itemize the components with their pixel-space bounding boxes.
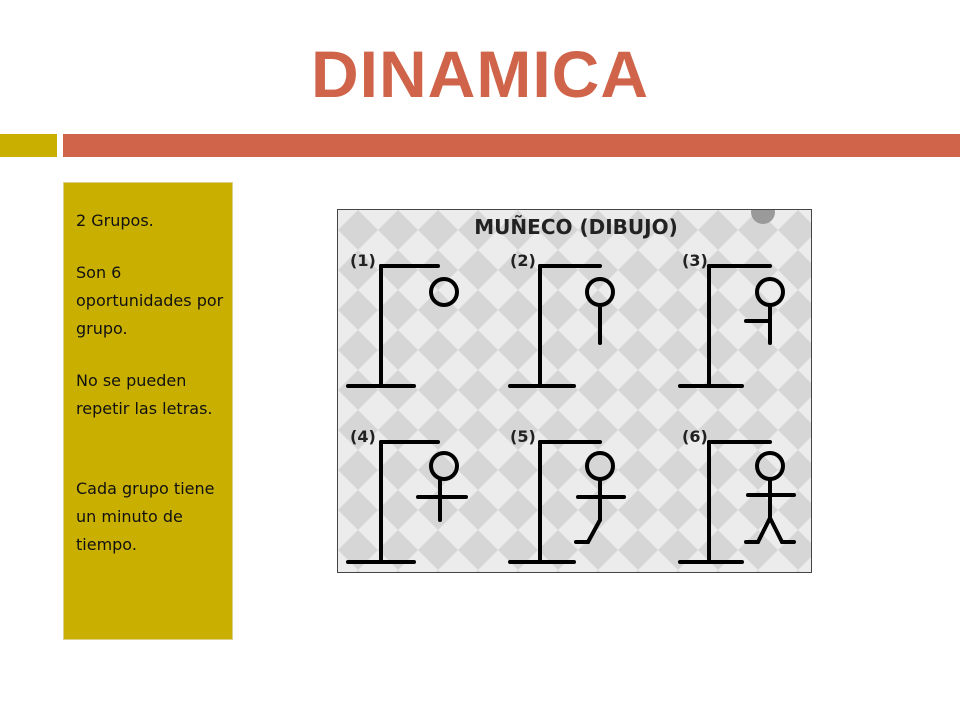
instructions-box bbox=[63, 182, 233, 640]
slide-title: DINAMICA bbox=[311, 37, 649, 111]
instruction-item: 2 Grupos. bbox=[76, 211, 154, 230]
stage-label: (1) bbox=[350, 251, 376, 270]
stage-label: (3) bbox=[682, 251, 708, 270]
image-title: MUÑECO (DIBUJO) bbox=[474, 215, 678, 239]
instruction-item: Son 6 oportunidades por grupo. bbox=[76, 263, 224, 338]
stage-label: (4) bbox=[350, 427, 376, 446]
stage-label: (5) bbox=[510, 427, 536, 446]
accent-bar-left bbox=[0, 134, 57, 157]
instruction-item: Cada grupo tiene un minuto de tiempo. bbox=[76, 479, 215, 554]
instruction-item: No se pueden repetir las letras. bbox=[76, 371, 213, 418]
accent-bar-right bbox=[63, 134, 960, 157]
stage-label: (2) bbox=[510, 251, 536, 270]
stage-label: (6) bbox=[682, 427, 708, 446]
hangman-image bbox=[337, 209, 812, 573]
